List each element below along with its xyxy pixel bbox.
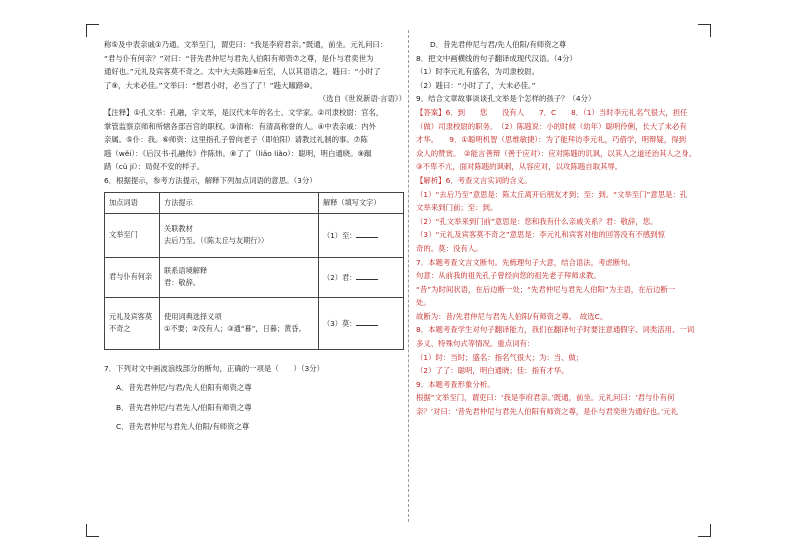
answer-blank[interactable] — [356, 317, 378, 326]
classical-passage — [104, 38, 406, 92]
answer-line: 奇的。莫：没有人。 — [416, 243, 483, 253]
annotation-line: 【注释】①孔文举：孔融，字文举，是汉代末年的名士、文学家。②司隶校尉：官名， — [104, 107, 384, 117]
table-cell-answer — [319, 297, 404, 349]
table-cell-hint — [160, 297, 319, 349]
question-7-title: 7．下列对文中画波浪线部分的断句，正确的一项是（ ）（3分） — [104, 363, 325, 373]
answer-line: （3）“元礼及宾客莫不奇之”意思是：李元礼和宾客对他的回答没有不感到惊 — [416, 230, 665, 240]
question-8-title: 8．把文中画横线的句子翻译成现代汉语。（4分） — [416, 53, 577, 63]
hint-line: 关联教材 — [164, 224, 193, 234]
answer-line: ③不卑不亢，面对陈韪的讽刺，从容应对，以攻陈韪自取其辱。 — [416, 162, 623, 172]
table-cell-hint — [160, 257, 319, 297]
answer-line: （2）“孔文举来到门前”意思是：您和我有什么亲戚关系？君：敬辞，您。 — [416, 216, 658, 226]
table-row — [105, 213, 404, 257]
question-9-title: 9．结合文章故事谈谈孔文举是个怎样的孩子？（4分） — [416, 94, 596, 104]
annotations — [104, 106, 406, 174]
answer-line: （1）“去后乃至”意思是：陈太丘离开后朋友才到；至：到。“文举至门”意思是：孔 — [416, 189, 688, 199]
answer-line: 句意：从前我的祖先孔子曾经向您的祖先老子拜师求教。 — [416, 271, 601, 281]
answer-line: 9．本题考查形象分析。 — [416, 379, 495, 389]
answer-line: （做）司隶校尉的职务。 （2）陈韪说：小的时候（幼年）聪明伶俐，长大了未必有 — [416, 121, 687, 131]
answer-line: 【答案】6．到 您 没有人 7．C 8．（1）当时李元礼名气很大，担任 — [416, 107, 688, 117]
question-7-option-b[interactable]: B．昔先君仲尼/与君先人/伯阳有师资之尊 — [116, 402, 252, 412]
answer-analysis-block — [416, 106, 698, 419]
hint-line: 联系语境解释 — [164, 266, 208, 276]
table-row — [105, 257, 404, 297]
answer-line: “昔”为时间状语，在后边断一处；“先君仲尼与君先人伯阳”为主语，在后边断一 — [416, 284, 676, 294]
table-header-row — [105, 192, 404, 213]
table-cell-hint — [160, 213, 319, 257]
hint-line: 使用词典选择义项 — [164, 312, 222, 322]
answer-line: 根据“文举至门，谓吏曰：‘我是李府君亲。’既通，前坐。元礼问曰：‘君与仆有何 — [416, 393, 675, 403]
crop-mark-top-right — [698, 24, 711, 37]
column-divider — [408, 30, 409, 522]
passage-line: “君与仆有何亲？”对曰：“昔先君仲尼与君先人伯阳有师资⑦之尊，是仆与君奕世为 — [104, 53, 374, 63]
passage-line: 称⑤及中表亲戚①乃通。文举至门，谓吏曰：“我是李府君亲。”既通，前坐。元礼问曰： — [104, 40, 388, 49]
right-column — [416, 38, 698, 419]
answer-line: 7．本题考查文言文断句。先梳理句子大意，结合语法，考虑断句。 — [416, 257, 636, 267]
table-header: 解释（填写文字） — [319, 192, 404, 213]
answer-line: 众人的赞赏。 ②能言善辩（善于应对）：应对陈韪的讥讽，以其人之道还治其人之身。 — [416, 148, 697, 158]
annotation-line: 踖（cù jí）：局促不安的样子。 — [104, 162, 205, 172]
answer-line: 文举来到门前；至：到。 — [416, 203, 498, 213]
annotation-line: 亲属。⑤仆：我。⑥师资：这里指孔子曾向老子（即伯阳）请教过礼制的事。⑦陈 — [104, 135, 368, 145]
answer-line: 8．本题考查学生对句子翻译能力，我们在翻译句子时要注意通假字、词类活用、一词 — [416, 325, 695, 335]
answer-line: 多义、特殊句式等情况。重点词有： — [416, 339, 535, 349]
crop-mark-bottom-right — [698, 524, 711, 537]
question-7-option-a[interactable]: A．昔先君仲尼/与君/先人伯阳有师资之尊 — [116, 383, 252, 393]
table-cell-word: 元礼及宾客莫不奇之 — [105, 297, 160, 349]
answer-label: （2）君： — [323, 272, 357, 282]
answer-label: （1）至： — [323, 230, 357, 240]
hint-line: 君：敬辞。 — [164, 278, 200, 288]
answer-blank[interactable] — [356, 271, 378, 280]
table-cell-answer — [319, 257, 404, 297]
question-7-option-d[interactable]: D．昔先君仲尼与君/先人伯阳/有师资之尊 — [430, 40, 567, 49]
question-7-option-c[interactable]: C．昔先君仲尼与君先人伯阳/有师资之尊 — [116, 422, 250, 432]
table-header: 方法提示 — [160, 192, 319, 213]
annotation-line: 掌管监察京师和所辖各部百官的职权。③清称：有清高称誉的人。④中表亲戚：内外 — [104, 121, 376, 131]
passage-line: 通好也。”元礼及宾客莫不奇之。太中大夫陈韪⑧后至，人以其语语之，韪曰：“小时了 — [104, 67, 381, 77]
table-cell-word: 文举至门 — [105, 213, 160, 257]
crop-mark-top-left — [86, 24, 99, 37]
answer-label: （3）莫： — [323, 318, 357, 328]
table-cell-word: 君与仆有何亲 — [105, 257, 160, 297]
answer-line: （1）时：当时；盛名：指名气很大；为：当、做； — [416, 352, 584, 362]
answer-line: 【解析】6．考查文言实词的含义。 — [416, 175, 532, 185]
question-8-item: （2）韪曰：“小时了了，大未必佳。” — [416, 80, 536, 90]
question-6-table — [104, 192, 404, 350]
hint-line: ①不要；②没有人；③通“暮”，日暮；黄昏。 — [164, 324, 306, 334]
answer-blank[interactable] — [356, 229, 378, 238]
table-row — [105, 297, 404, 349]
answer-line: 故断为：昔/先君仲尼与君先人伯阳/有师资之尊。 故选C。 — [416, 311, 608, 321]
answer-line: 才华。 9．①聪明机智（思维敏捷）：为了能拜访李元礼，巧借学，明辩疑，得到 — [416, 135, 686, 145]
hint-line: 去后乃至。（《陈太丘与友期行》） — [164, 236, 269, 246]
passage-line: 了⑨，大未必佳。”文举曰：“想君小时，必当了了！”韪大踧踖⑩。 — [104, 80, 318, 90]
passage-source: （选自《世说新语·言语》） — [318, 94, 406, 104]
answer-line: （2）了了：聪明，明白通晓；佳：指有才华。 — [416, 366, 569, 376]
table-cell-answer — [319, 213, 404, 257]
annotation-line: 韪（wěi）：《后汉书·孔融传》作陈炜。⑧了了（liǎo liǎo）：聪明，明白通晓。⑨踧 — [104, 148, 372, 158]
table-header: 加点词语 — [105, 192, 160, 213]
question-8-item: （1）时李元礼有盛名，为司隶校尉。 — [416, 67, 539, 77]
left-column — [104, 38, 406, 434]
answer-line: 处。 — [416, 298, 431, 308]
answer-line: 亲？’对曰：‘昔先君仲尼与君先人伯阳有师资之尊，是仆与君奕世为通好也。’元礼 — [416, 407, 679, 417]
question-6-title: 6．根据提示，参考方法提示，解释下列加点词语的意思。（3分） — [104, 175, 317, 185]
crop-mark-bottom-left — [86, 524, 99, 537]
